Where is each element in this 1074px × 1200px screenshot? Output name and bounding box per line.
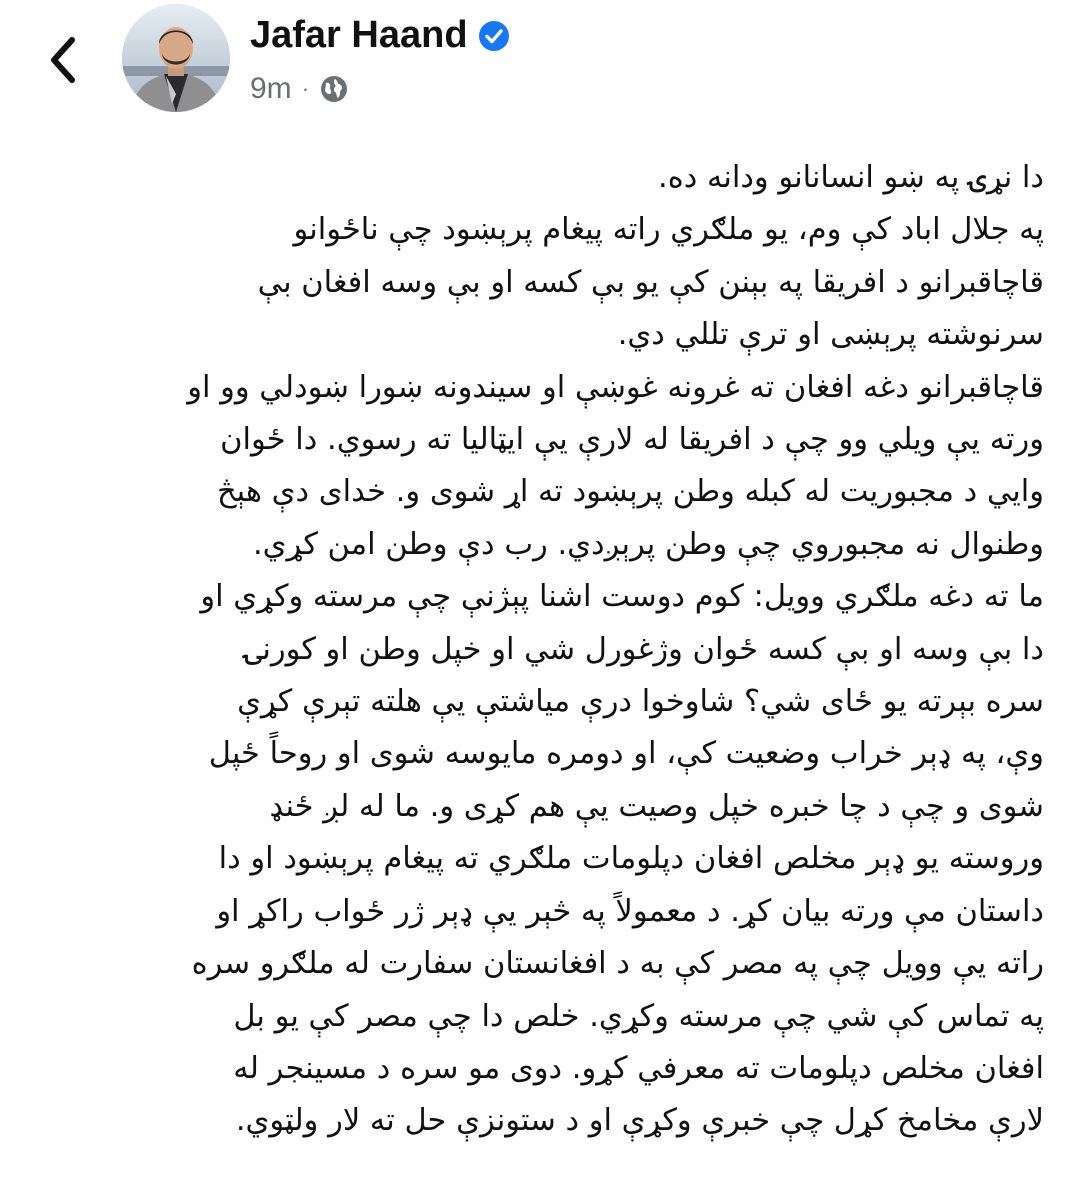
post-line: ورته یې ویلي وو چې د افریقا له لارې یې ایټالیا ته رسوي. دا ځوان [220,422,1044,458]
post-line: وې، په ډېر خراب وضعیت کې، او دومره مایوسه شوی او روحاً ځپل [208,736,1044,772]
verified-badge-icon [478,20,510,52]
post-line: دا بې وسه او بې کسه ځوان وژغورل شي او خپل وطن او کورنۍ [244,631,1044,667]
post-line: شوی و چې د چا خبره خپل وصیت یې هم کړی و. ما له لږ ځنډ [269,788,1044,824]
post-time[interactable]: 9m [250,72,292,105]
post-line: ما ته دغه ملګري وویل: کوم دوست اشنا پېژنې چې مرسته وکړي او [200,579,1044,615]
post-meta [250,72,349,106]
post-line: په تماس کې شي چې مرسته وکړي. خلص دا چې مصر کې یو بل [233,998,1044,1034]
post-line: سره بېرته یو ځای شي؟ شاوخوا درې میاشتې یې هلته تېرې کړې [237,684,1044,720]
post-line: قاچاقبرانو دغه افغان ته غرونه غوښې او سیندونه ښورا ښودلي وو او [187,369,1044,405]
post-line: په جلال اباد کې وم، یو ملګري راته پیغام پرېښود چې ناځوانو [293,212,1044,248]
avatar[interactable] [122,4,230,112]
avatar-image [122,4,230,112]
post-line: راته یې وویل چې په مصر کې به د افغانستان سفارت له ملګرو سره [191,946,1044,982]
post-line: لارې مخامخ کړل چې خبرې وکړې او د ستونزې حل ته لار ولټوي. [235,1103,1044,1139]
post-line: وطنوال نه مجبوروي چې وطن پرېږدي. رب دې وطن امن کړي. [252,526,1044,562]
post-line: قاچاقبرانو د افریقا په بېنن کې یو بې کسه او بې وسه افغان بې [257,264,1044,300]
post-body [30,152,1044,1148]
post-line: افغان مخلص دپلومات ته معرفي کړو. دوی مو سره د مسینجر له [233,1050,1044,1086]
post-line: وایي د مجبوریت له کبله وطن پرېښود ته اړ شوی و. خدای دې هېڅ [216,474,1044,510]
post-header [0,0,1074,140]
back-button[interactable] [38,30,88,90]
post-line: سرنوشته پرېښی او ترې تللي دي. [617,317,1044,353]
author-name[interactable]: Jafar Haand [250,14,468,56]
author-row [250,14,510,57]
post-line: وروسته یو ډېر مخلص افغان دپلومات ملګري ته پیغام پرېښود او دا [218,841,1044,877]
meta-separator: · [301,76,310,101]
post-line: داستان مې ورته بیان کړ. د معمولاً په څېر یې ډېر ژر ځواب راکړ او [216,893,1044,929]
chevron-left-icon[interactable] [48,36,78,84]
post-line: دا نړۍ په ښو انسانانو ودانه ده. [658,160,1044,195]
globe-icon[interactable] [319,74,349,104]
